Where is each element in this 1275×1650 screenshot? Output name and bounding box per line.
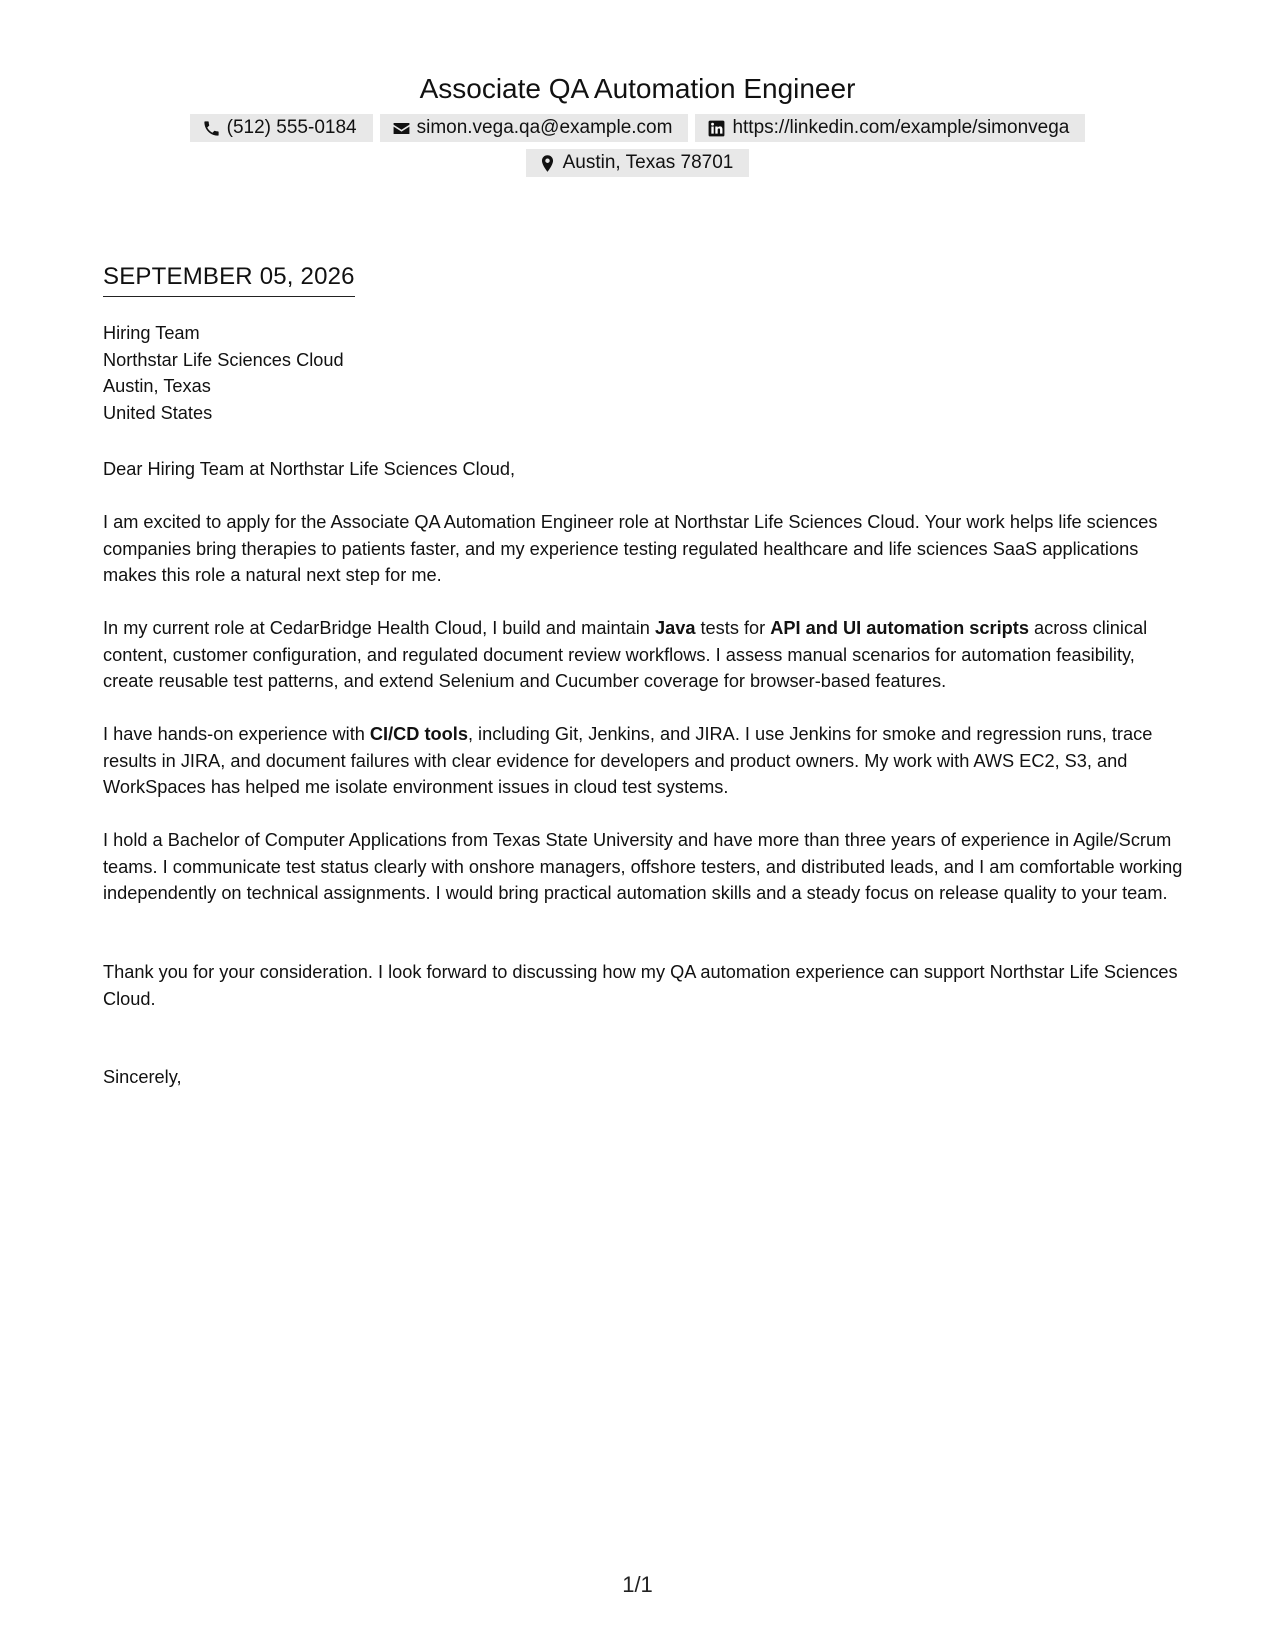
location-text: Austin, Texas 78701 bbox=[562, 152, 734, 173]
salutation: Dear Hiring Team at Northstar Life Sciences Cloud, bbox=[103, 459, 516, 479]
location-chip bbox=[526, 149, 750, 177]
paragraph-text: , including Git, Jenkins, and JIRA. I use Jenkins for smoke and regression runs, trace results in JIRA, and document failures with clear evidence for developers and product owners. My work with AWS EC2, S3, and WorkSpaces has helped me isolate environment issues in cloud test systems. bbox=[103, 724, 1153, 797]
paragraph-text: across clinical content, customer configuration, and regulated document review workflows. I assess manual scenarios for automation feasibility, create reusable test patterns, and extend Selenium and Cucumber coverage for browser-based features. bbox=[103, 618, 1148, 691]
envelope-icon bbox=[392, 119, 411, 138]
closing: Sincerely, bbox=[103, 1067, 182, 1087]
paragraph-text: I have hands-on experience with bbox=[103, 724, 370, 744]
paragraph-text: tests for bbox=[695, 618, 771, 638]
paragraph-text: In my current role at CedarBridge Health Cloud, I build and maintain bbox=[103, 618, 655, 638]
map-marker-icon bbox=[538, 154, 557, 173]
email-link[interactable]: simon.vega.qa@example.com bbox=[416, 117, 673, 138]
paragraph-thanks: Thank you for your consideration. I look forward to discussing how my QA automation experience can support Northstar Life Sciences Cloud. bbox=[103, 962, 1178, 1009]
linkedin-link[interactable]: https://linkedin.com/example/simonvega bbox=[732, 117, 1070, 138]
bold-keyword: API and UI automation scripts bbox=[770, 618, 1029, 638]
recipient-line: Northstar Life Sciences Cloud bbox=[103, 349, 344, 370]
page-number: 1/1 bbox=[622, 1572, 653, 1597]
recipient-address bbox=[103, 320, 1183, 426]
contact-row-secondary bbox=[0, 149, 1275, 177]
paragraph-current-role bbox=[103, 615, 1183, 695]
phone-text: (512) 555-0184 bbox=[226, 117, 357, 138]
bold-keyword: CI/CD tools bbox=[369, 724, 468, 744]
letter-date: SEPTEMBER 05, 2026 bbox=[103, 262, 355, 297]
linkedin-icon bbox=[707, 119, 726, 138]
paragraph-education: I hold a Bachelor of Computer Applications from Texas State University and have more than three years of experience in Agile/Scrum teams. I communicate test status clearly with onshore managers, offshore testers, and distributed leads, and I am comfortable working independently on technical assignments. I would bring practical automation skills and a steady focus on release quality to your team. bbox=[103, 830, 1183, 903]
recipient-line: Hiring Team bbox=[103, 323, 200, 343]
job-title-heading: Associate QA Automation Engineer bbox=[419, 73, 856, 104]
phone-chip bbox=[190, 114, 373, 142]
recipient-line: United States bbox=[103, 402, 213, 423]
linkedin-chip[interactable] bbox=[695, 114, 1085, 142]
paragraph-intro: I am excited to apply for the Associate QA Automation Engineer role at Northstar Life Sciences Cloud. Your work helps life sciences companies bring therapies to patients faster, and my experience testing regulated healthcare and life sciences SaaS applications makes this role a natural next step for me. bbox=[103, 512, 1158, 585]
bold-keyword: Java bbox=[654, 618, 696, 638]
email-chip[interactable] bbox=[380, 114, 689, 142]
recipient-line: Austin, Texas bbox=[103, 376, 211, 396]
phone-icon bbox=[202, 119, 221, 138]
paragraph-cicd bbox=[103, 721, 1183, 801]
contact-row-primary bbox=[0, 114, 1275, 142]
